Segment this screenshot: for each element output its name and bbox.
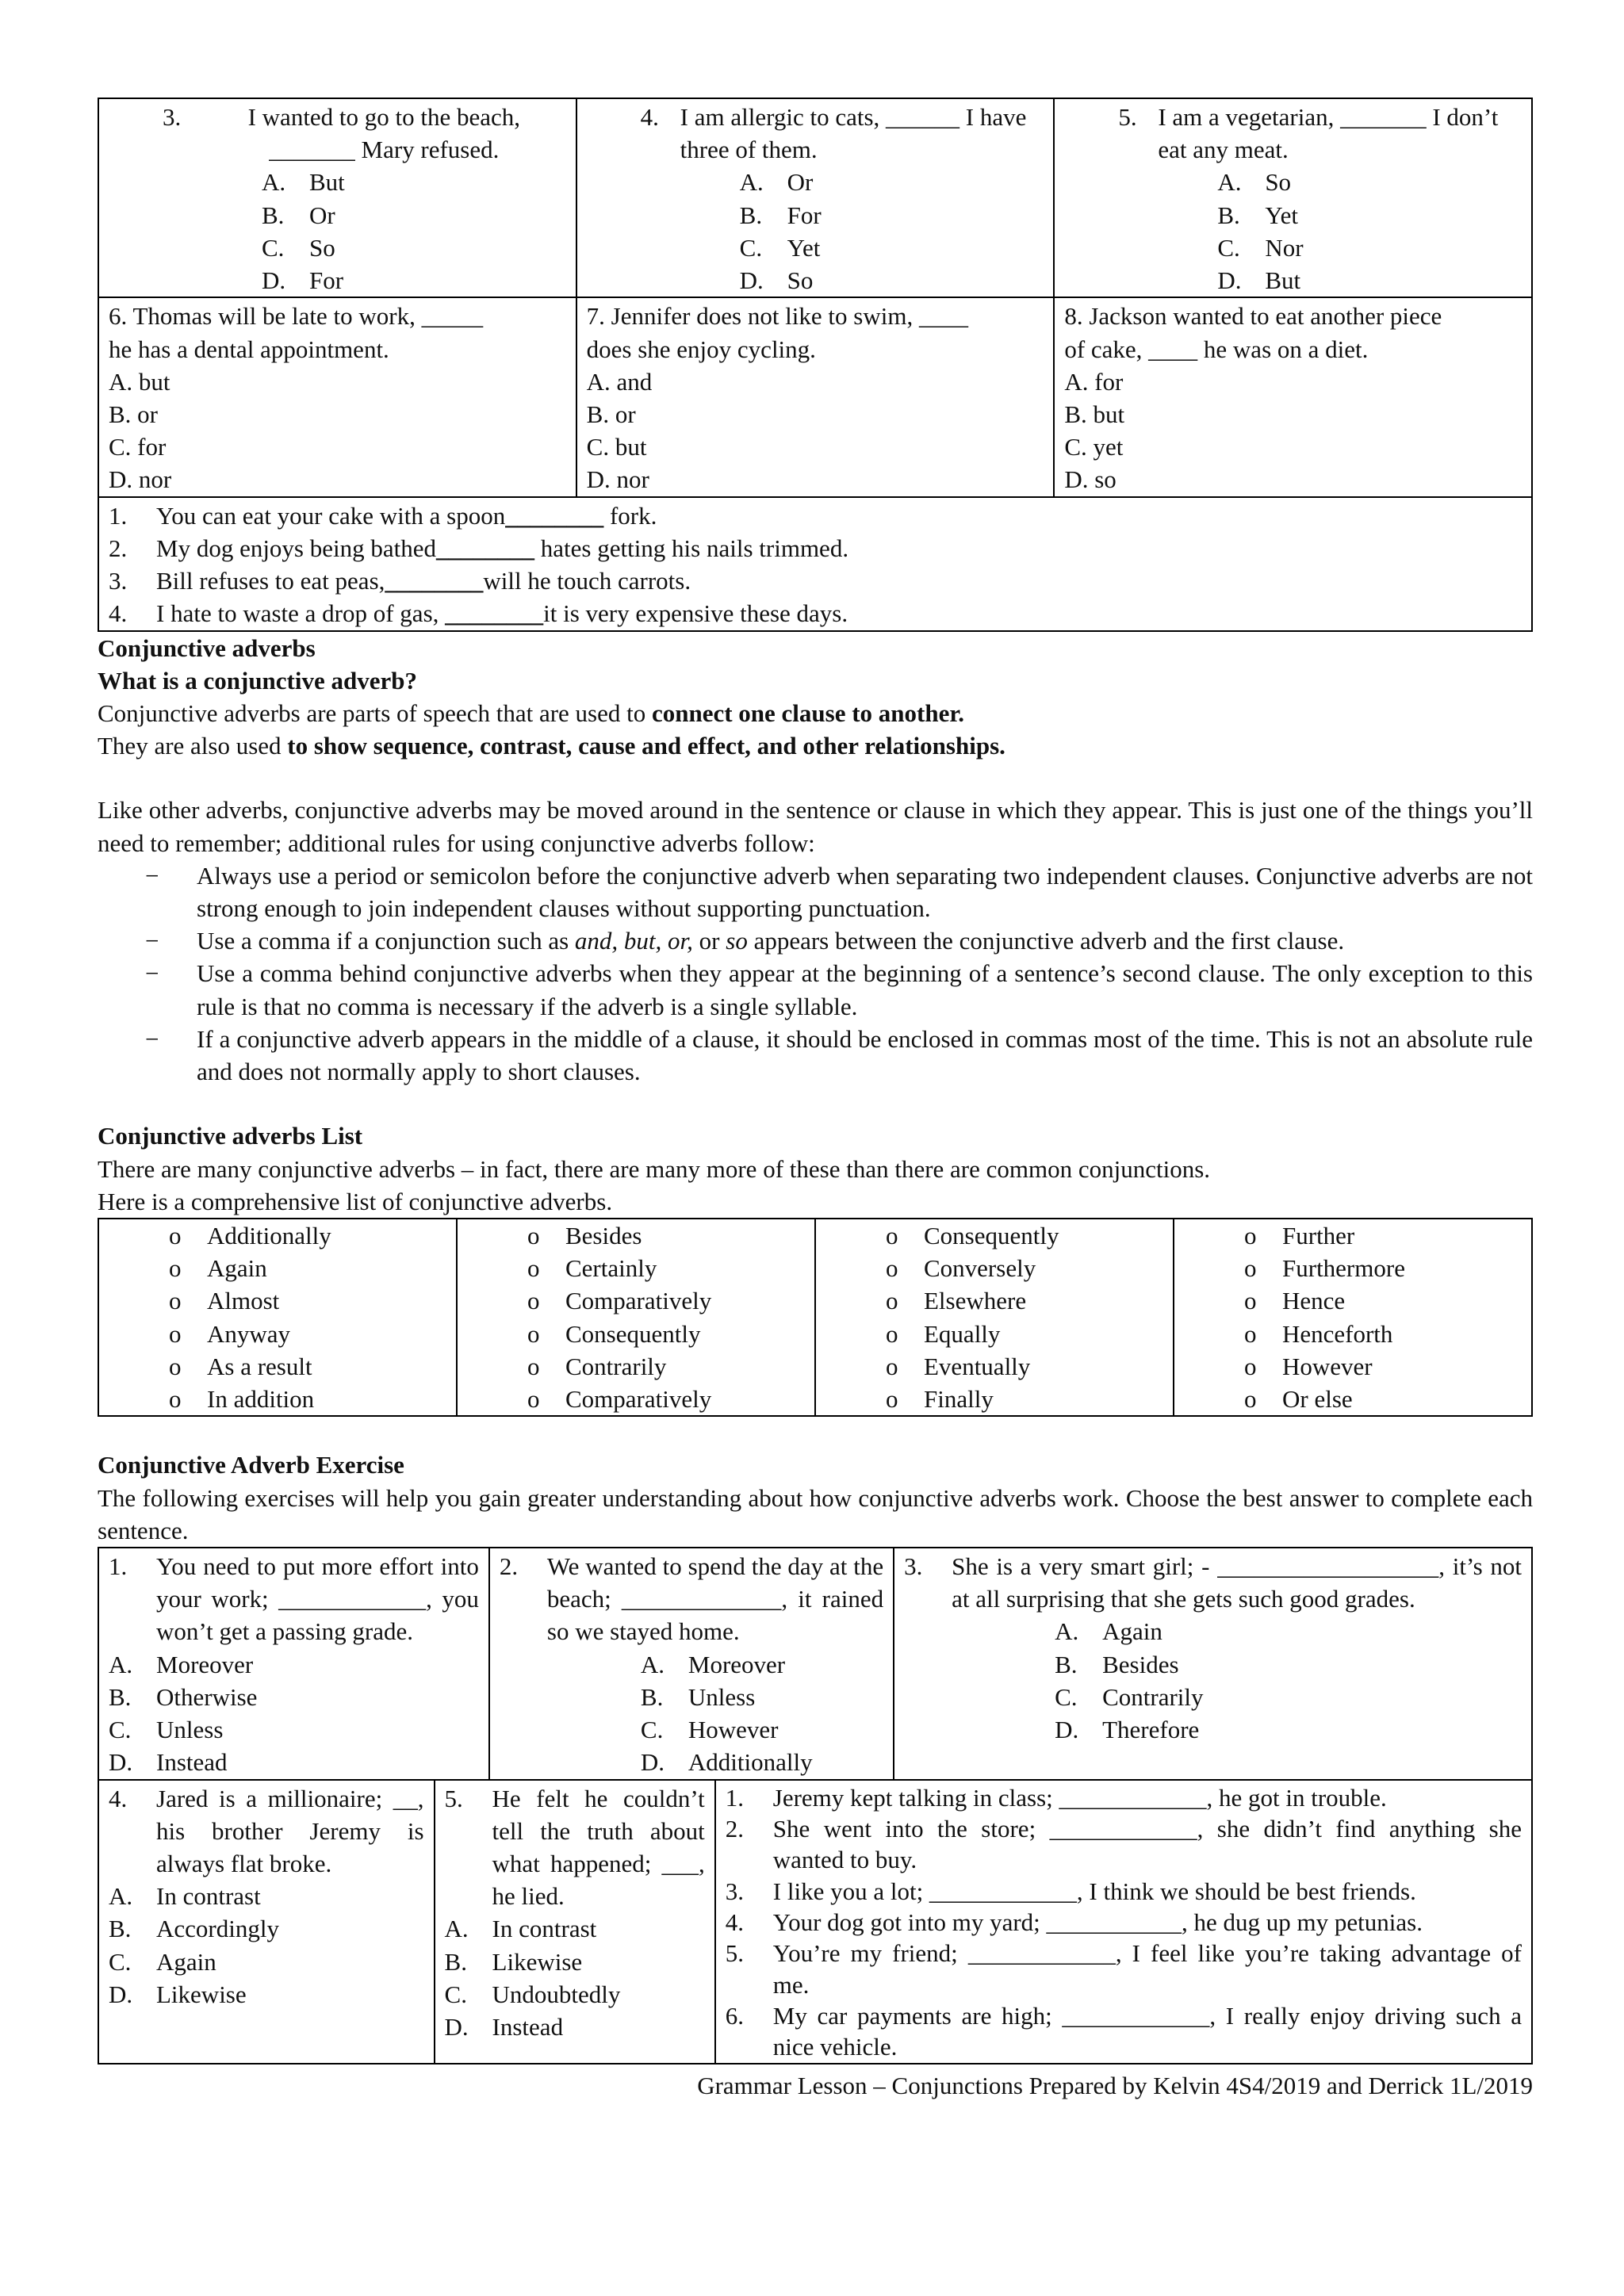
bullet-icon: o (1244, 1352, 1257, 1380)
question-stem: 8. Jackson wanted to eat another piece (1064, 302, 1442, 331)
exercise-fill-cell (715, 1780, 1532, 2064)
option[interactable]: B. or (586, 400, 636, 428)
list-item: 2. She went into the store; ____________, she didn’t find anything she wanted to buy. (725, 1814, 1522, 1874)
question-stem: We wanted to spend the day at the beach; _____________, it rained so we stayed home. (546, 1552, 884, 1646)
adverb-item: o Almost (105, 1284, 450, 1317)
list-item: 4. I hate to waste a drop of gas, ________it is very expensive these days. (109, 599, 848, 628)
exercise-q4-cell: 4. Jared is a millionaire; __, his brother Jeremy is always flat broke. A. In contrast B. Accordingly C. Again D. Likewise (98, 1780, 435, 2064)
adverb-item: o Or else (1181, 1383, 1525, 1415)
option[interactable]: D. Instead (444, 2013, 564, 2042)
option[interactable]: C. So (262, 233, 335, 262)
option[interactable]: A. and (586, 367, 653, 396)
question-stem: I am a vegetarian, _______ I don’t eat any meat. (1158, 103, 1499, 164)
exercise-intro: The following exercises will help you gain greater understanding about how conjunctive adverbs work. Choose the best answer to complete each sentence. (98, 1483, 1533, 1544)
list-item: 1. Jeremy kept talking in class; ____________, he got in trouble. (725, 1783, 1387, 1812)
rules-list (98, 859, 1533, 1089)
rule-item: − If a conjunctive adverb appears in the middle of a clause, it should be enclosed in commas most of the time. This is not an absolute rule and does not normally apply to short clauses. (145, 1024, 1533, 1086)
option[interactable]: A. Moreover (640, 1650, 786, 1678)
list-item: 1. You can eat your cake with a spoon________ fork. (109, 501, 657, 530)
option[interactable]: D. Likewise (109, 1980, 247, 2008)
question-4-cell (576, 98, 1055, 297)
exercise-q1-cell: 1. You need to put more effort into your work; ____________, you won’t get a passing grade. A. Moreover B. Otherwise C. Unless D. Instead (98, 1548, 489, 1780)
question-stem-cont: he has a dental appointment. (109, 335, 389, 363)
option[interactable]: C. Again (109, 1947, 216, 1976)
adverb-item: o Certainly (464, 1252, 808, 1284)
option[interactable]: B. Accordingly (109, 1915, 279, 1943)
option[interactable]: D. Additionally (640, 1748, 813, 1777)
question-stem: She is a very smart girl; - __________________, it’s not at all surprising that she gets such good grades. (952, 1552, 1522, 1613)
list-item: 6. My car payments are high; ____________, I really enjoy driving such a nice vehicle. (725, 2002, 1522, 2061)
adverb-item: o Equally (822, 1318, 1166, 1350)
question-stem: Jared is a millionaire; __, his brother Jeremy is always flat broke. (156, 1784, 424, 1877)
list-item: 2. My dog enjoys being bathed________ hates getting his nails trimmed. (109, 534, 849, 562)
bullet-icon: o (527, 1319, 540, 1348)
bullet-icon: o (527, 1385, 540, 1414)
option[interactable]: A. So (1217, 168, 1292, 197)
adverb-item: o Eventually (822, 1350, 1166, 1383)
adverb-column (1174, 1219, 1532, 1416)
question-stem-cont: of cake, ____ he was on a diet. (1064, 335, 1369, 363)
option[interactable]: A. Or (739, 168, 814, 197)
question-number: 4. (640, 103, 659, 131)
exercise-q5-cell: 5. He felt he couldn’t tell the truth about what happened; ___, he lied. A. In contrast B. Likewise C. Undoubtedly D. Instead (435, 1780, 715, 2064)
list-intro: There are many conjunctive adverbs – in fact, there are many more of these than there are common conjunctions. (98, 1154, 1211, 1183)
option[interactable]: B. Besides (1055, 1650, 1179, 1678)
option[interactable]: D. For (262, 266, 344, 295)
bullet-icon: o (169, 1287, 182, 1315)
option[interactable]: C. for (109, 433, 167, 461)
question-8-cell (1054, 297, 1532, 496)
adverb-item: o Henceforth (1181, 1318, 1525, 1350)
question-stem-cont: does she enjoy cycling. (586, 335, 816, 363)
bullet-icon: o (1244, 1385, 1257, 1414)
exercise-table-bottom (98, 1779, 1533, 2064)
option[interactable]: B. Unless (640, 1682, 756, 1711)
question-number: 3. (163, 103, 182, 131)
bullet-icon: o (886, 1254, 898, 1283)
option[interactable]: D. nor (586, 465, 649, 494)
bullet-icon: o (1244, 1254, 1257, 1283)
option[interactable]: C. but (586, 433, 647, 461)
option[interactable]: D. Instead (109, 1748, 228, 1777)
question-stem: I am allergic to cats, ______ I have three of them. (680, 103, 1027, 164)
option[interactable]: A. But (262, 168, 345, 197)
bullet-icon: o (527, 1287, 540, 1315)
bullet-icon: o (886, 1287, 898, 1315)
adverb-item: o Again (105, 1252, 450, 1284)
option[interactable]: C. Nor (1217, 233, 1304, 262)
answer-blank[interactable]: ________ (385, 567, 484, 595)
bullet-icon: o (1244, 1287, 1257, 1315)
bullet-icon: o (1244, 1319, 1257, 1348)
bullet-icon: o (169, 1319, 182, 1348)
list-item: 4. Your dog got into my yard; ___________, he dug up my petunias. (725, 1908, 1423, 1936)
section-subtitle: What is a conjunctive adverb? (98, 666, 417, 695)
rule-item: − Always use a period or semicolon before the conjunctive adverb when separating two independent clauses. Conjunctive adverbs are not strong enough to join independent clauses without supporting punctuation. (145, 861, 1533, 923)
option[interactable]: D. so (1064, 465, 1116, 494)
exercise-table-top (98, 1547, 1533, 1781)
option[interactable]: B. Or (262, 201, 335, 229)
adverb-item: o Consequently (822, 1219, 1166, 1252)
question-6-cell (98, 297, 576, 496)
adverb-column (815, 1219, 1174, 1416)
rule-item: − Use a comma if a conjunction such as and, but, or, or so appears between the conjunctive adverb and the first clause. (145, 927, 1345, 955)
option[interactable]: A. Moreover (109, 1650, 254, 1678)
option[interactable]: C. Yet (739, 233, 821, 262)
list-item: 5. You’re my friend; ____________, I feel like you’re taking advantage of me. (725, 1939, 1522, 1999)
bullet-icon: o (169, 1254, 182, 1283)
answer-blank[interactable]: ________ (505, 501, 604, 530)
adverb-item: o Consequently (464, 1318, 808, 1350)
rule-item: − Use a comma behind conjunctive adverbs when they appear at the beginning of a sentence’s second clause. The only exception to this rule is that no comma is necessary if the adverb is a single syllable. (145, 959, 1533, 1020)
adverb-item: o Further (1181, 1219, 1525, 1252)
option[interactable]: C. yet (1064, 433, 1124, 461)
option[interactable]: A. but (109, 367, 170, 396)
bullet-icon: o (886, 1319, 898, 1348)
adverb-item: o Conversely (822, 1252, 1166, 1284)
question-3-cell (98, 98, 576, 297)
adverb-item: o Additionally (105, 1219, 450, 1252)
section-title: Conjunctive adverbs List (98, 1122, 363, 1150)
option[interactable]: C. Unless (109, 1716, 224, 1744)
answer-blank[interactable]: ________ (436, 534, 535, 562)
option[interactable]: C. Undoubtedly (444, 1980, 621, 2008)
adverb-column (457, 1219, 815, 1416)
fill-blank-cell (98, 497, 1532, 631)
exercise-q3-cell: 3. She is a very smart girl; - __________________, it’s not at all surprising that she gets such good grades. A. Again B. Besides C. Contrarily D. Therefore (894, 1548, 1532, 1780)
adverb-item: o Comparatively (464, 1284, 808, 1317)
adverb-item: o Hence (1181, 1284, 1525, 1317)
question-stem: He felt he couldn’t tell the truth about what happened; ___, he lied. (492, 1784, 705, 1911)
adverb-item: o Finally (822, 1383, 1166, 1415)
bullet-icon: o (169, 1385, 182, 1414)
bullet-icon: o (886, 1385, 898, 1414)
question-stem: 7. Jennifer does not like to swim, ____ (586, 302, 968, 331)
bullet-icon: o (527, 1222, 540, 1249)
bullet-icon: o (527, 1254, 540, 1283)
bullet-icon: o (886, 1222, 898, 1249)
bullet-icon: o (527, 1352, 540, 1380)
definition-line: They are also used to show sequence, contrast, cause and effect, and other relationships. (98, 732, 1005, 760)
question-7-cell (576, 297, 1055, 496)
option[interactable]: D. nor (109, 465, 172, 494)
exercise-section (98, 1448, 1533, 2102)
option[interactable]: C. However (640, 1716, 779, 1744)
option[interactable]: D. But (1217, 266, 1301, 295)
option[interactable]: D. Therefore (1055, 1716, 1200, 1744)
bullet-icon: o (1244, 1222, 1257, 1249)
adverb-item: o As a result (105, 1350, 450, 1383)
exercise-q2-cell: 2. We wanted to spend the day at the beach; _____________, it rained so we stayed home. A. Moreover B. Unless C. However D. Additionally (489, 1548, 894, 1780)
adverb-item: o Contrarily (464, 1350, 808, 1383)
adverb-item: o Besides (464, 1219, 808, 1252)
section-title: Conjunctive Adverb Exercise (98, 1451, 404, 1479)
page-footer: Grammar Lesson – Conjunctions Prepared by Kelvin 4S4/2019 and Derrick 1L/2019 (697, 2071, 1533, 2099)
adverb-item: o In addition (105, 1383, 450, 1415)
option[interactable]: B. Otherwise (109, 1682, 258, 1711)
option[interactable]: A. In contrast (444, 1915, 597, 1943)
section-title: Conjunctive adverbs (98, 633, 316, 662)
conjunction-mc-table (98, 98, 1533, 632)
option[interactable]: A. Again (1055, 1617, 1162, 1646)
question-number: 5. (1118, 103, 1137, 131)
adverb-item: o Anyway (105, 1318, 450, 1350)
option[interactable]: D. So (739, 266, 814, 295)
adverb-item: o Elsewhere (822, 1284, 1166, 1317)
option[interactable]: B. but (1064, 400, 1125, 428)
option[interactable]: A. for (1064, 367, 1124, 396)
adverb-item: o Furthermore (1181, 1252, 1525, 1284)
question-stem: I wanted to go to the beach, _______ Mary refused. (247, 103, 521, 164)
worksheet-page (98, 98, 1533, 2102)
adverb-item: o Comparatively (464, 1383, 808, 1415)
definition-line: Conjunctive adverbs are parts of speech that are used to connect one clause to another. (98, 698, 965, 727)
list-item: 3. Bill refuses to eat peas,________will he touch carrots. (109, 567, 691, 595)
option[interactable]: B. Yet (1217, 201, 1298, 229)
list-item: 3. I like you a lot; ____________, I think we should be best friends. (725, 1877, 1416, 1905)
list-intro: Here is a comprehensive list of conjunctive adverbs. (98, 1187, 613, 1215)
answer-blank[interactable]: ________ (445, 599, 544, 628)
bullet-icon: o (169, 1222, 182, 1249)
adverb-item: o However (1181, 1350, 1525, 1383)
question-stem: You need to put more effort into your work; ____________, you won’t get a passing grade. (156, 1552, 479, 1646)
adverb-column (98, 1219, 457, 1416)
option[interactable]: B. or (109, 400, 158, 428)
bullet-icon: o (169, 1352, 182, 1380)
conjunctive-adverbs-intro (98, 632, 1533, 1089)
bullet-icon: o (886, 1352, 898, 1380)
rules-paragraph: Like other adverbs, conjunctive adverbs may be moved around in the sentence or clause in which they appear. This is just one of the things you’ll need to remember; additional rules for using conjunctive adverbs follow: (98, 796, 1533, 857)
option[interactable]: A. In contrast (109, 1882, 261, 1911)
option[interactable]: B. Likewise (444, 1947, 583, 1976)
adverb-list-table (98, 1218, 1533, 1417)
conjunctive-adverbs-list-section (98, 1119, 1533, 1417)
question-stem: 6. Thomas will be late to work, _____ (109, 302, 484, 331)
question-5-cell (1054, 98, 1532, 297)
option[interactable]: C. Contrarily (1055, 1682, 1204, 1711)
option[interactable]: B. For (739, 201, 822, 229)
